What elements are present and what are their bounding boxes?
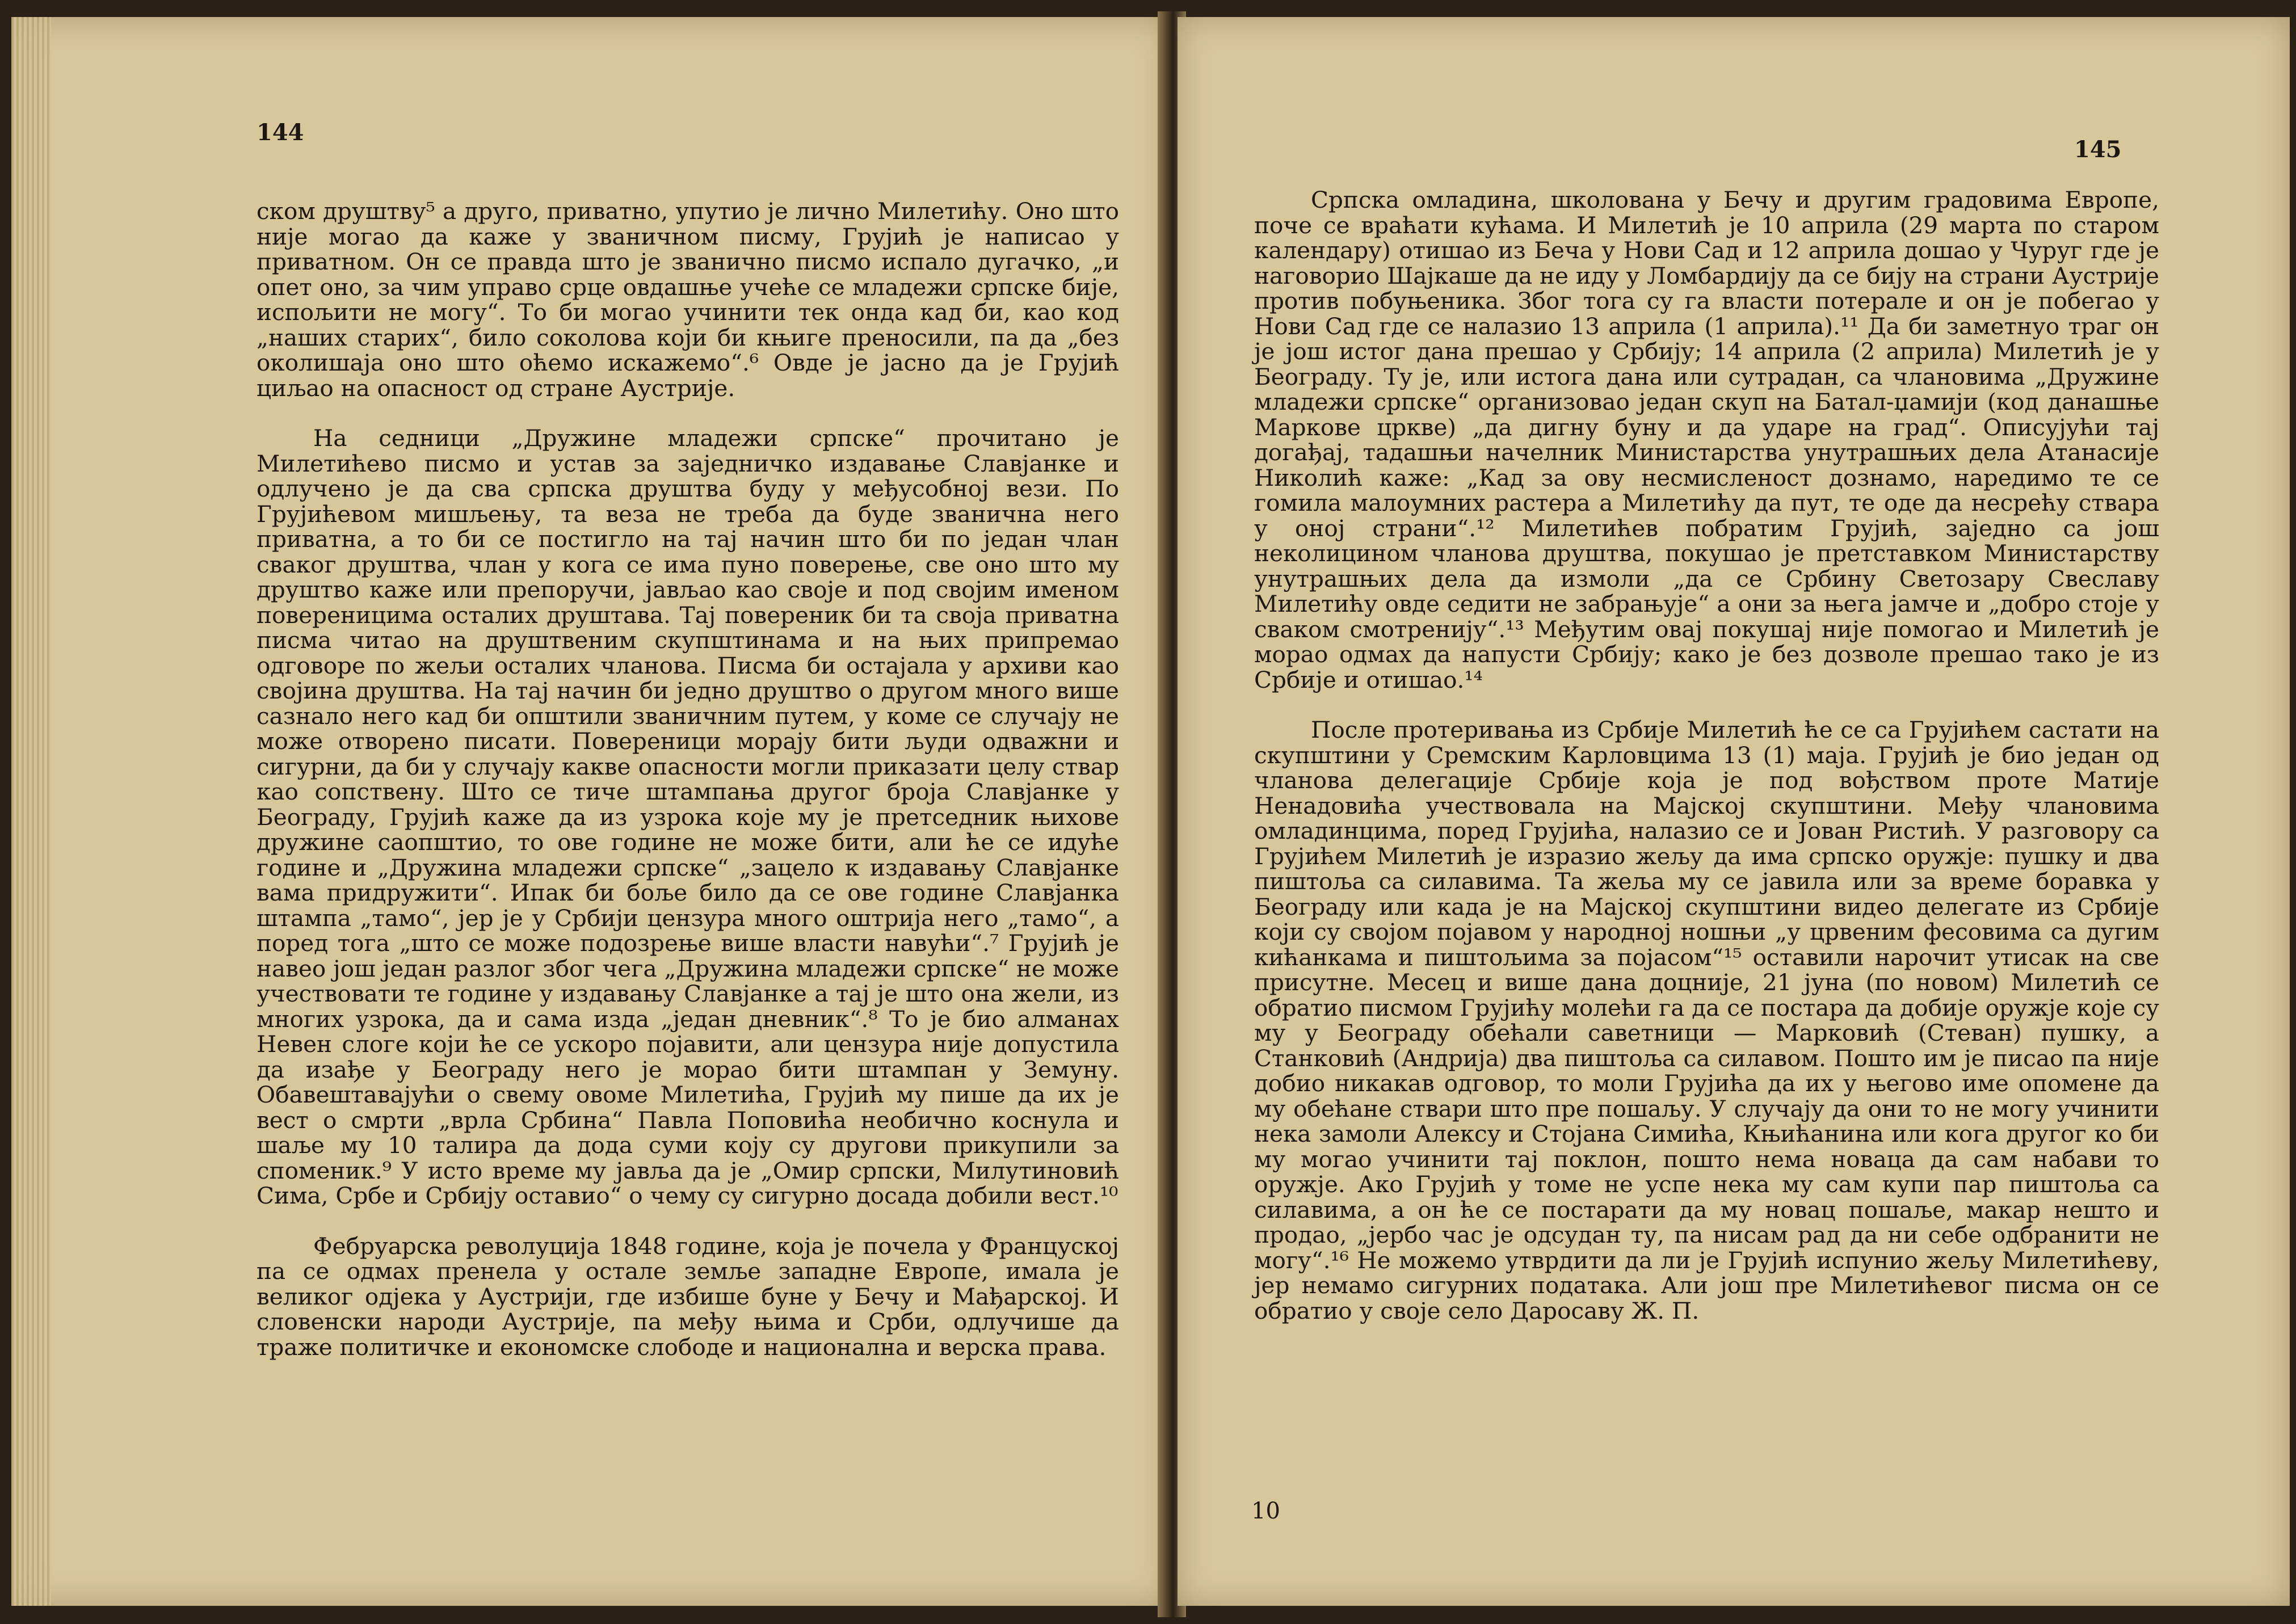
paragraph: После протеривања из Србије Милетић ће се са Грујићем састати на скупштини у Сремским Карловцима 13 (1) маја. Грујић је био један од чланова делегације Србије која је под вођством проте Матије Ненадовића учествовала на Мајској скупштини. Међу члановима омладинцима, поред Грујића, налазио се и Јован Ристић. У разговору са Грујићем Милетић је изразио жељу да има српско оружје: пушку и два пиштоља са силавима. Та жеља му се јавила или за време боравка у Београду или када је на Мајској скупштини видео делегате из Србије који су својом појавом у народној ношњи „у црвеним фесовима са дугим кићанкама и пиштољима за појасом“¹⁵ оставили нарочит утисак на све присутне. Месец и више дана доцније, 21 јуна (по новом) Милетић се обратио писмом Грујићу молећи га да се постара да добије оружје које су му у Београду обећали саветници — Марковић (Стеван) пушку, а Станковић (Андрија) два пиштоља са силавом. Пошто им је писао па није добио никакав одговор, то моли Грујића да их у његово име опомене да му обећане ствари што пре пошаљу. У случају да они то не могу учинити нека замоли Алексу и Стојана Симића, Књићанина или кога другог ко би му могао учинити тај поклон, пошто нема новаца да сам набави то оружје. Ако Грујић у томе не успе нека му сам купи пар пиштоља са силавима, а он ће се постарати да му новац пошаље, макар нешто и продао, „јербо час је одсудан ту, па нисам рад да ни себе одбранити не могу“.¹⁶ Не можемо утврдити да ли је Грујић испунио жељу Милетићеву, јер немамо сигурних података. Али још пре Милетићевог писма он се обратио у своје село Даросаву Ж. П. — [1254, 716, 2159, 1324]
signature-mark: 10 — [1251, 1498, 1280, 1524]
left-page-text — [256, 199, 1119, 1360]
left-page — [11, 17, 1169, 1606]
page-number: 144 — [256, 119, 304, 146]
paragraph: Фебруарска револуција 1848 године, која је почела у Француској па се одмах пренела у остале земље западне Европе, имала је великог одјека у Аустрији, где избише буне у Бечу и Мађарској. И словенски народи Аустрије, па међу њима и Срби, одлучише да траже политичке и економске слободе и национална и верска права. — [256, 1232, 1119, 1361]
page-number: 145 — [2074, 136, 2122, 163]
right-page-text — [1254, 187, 2159, 1323]
right-page — [1178, 17, 2290, 1606]
paragraph: Српска омладина, школована у Бечу и другим градовима Европе, поче се враћати кућама. И Милетић је 10 априла (29 марта по старом календару) отишао из Беча у Нови Сад и 12 априла дошао у Чуруг где је наговорио Шајкаше да не иду у Ломбардију да се бију на страни Аустрије против побуњеника. Због тога су га власти потерале и он је побегао у Нови Сад где се налазио 13 априла (1 априла).¹¹ Да би заметнуо траг он је још истог дана прешао у Србију; 14 априла (2 априла) Милетић је у Београду. Ту је, или истога дана или сутрадан, са члановима „Дружине младежи српске“ организовао један скуп на Батал-џамији (код данашње Маркове цркве) „да дигну буну и да ударе на град“. Описујући тај догађај, тадашњи начелник Министарства унутрашњих дела Атанасије Николић каже: „Кад за ову несмисленост дознамо, наредимо те се гомила малоумних растера а Милетићу да пут, те оде да несрећу ствара у оној страни“.¹² Милетићев побратим Грујић, заједно са још неколицином чланова друштва, покушао је претставком Министарству унутрашњих дела да измоли „да се Србину Светозару Свеславу Милетићу овде седити не забрањује“ а они за њега јамче и „добро стоје у сваком смотренију“.¹³ Међутим овај покушај није помогао и Милетић је морао одмах да напусти Србију; како је без дозволе прешао тако је из Србије и отишао.¹⁴ — [1254, 186, 2159, 693]
paragraph: На седници „Дружине младежи српске“ прочитано је Милетићево писмо и устав за заједничко издавање Славјанке и одлучено је да сва српска друштва буду у међусобној вези. По Грујићевом мишљењу, та веза не треба да буде званична него приватна, а то би се постигло на тај начин што би по један члан сваког друштва, члан у кога се има пуно поверење, све оно што му друштво каже или препоручи, јављао као своје и под својим именом повереницима осталих друштава. Тај повереник би та своја приватна писма читао на друштвеним скупштинама и на њих припремао одговоре по жељи осталих чланова. Писма би остајала у архиви као својина друштва. На тај начин би једно друштво о другом много више сазнало него кад би општили званичним путем, у коме се случају не може отворено писати. Повереници морају бити људи одважни и сигурни, да би у случају какве опасности могли приказати целу ствар као сопствену. Што се тиче штампања другог броја Славјанке у Београду, Грујић каже да из узрока које му је претседник њихове дружине саопштио, то ове године не може бити, али ће се идуће године и „Дружина младежи српске“ „зацело к издавању Славјанке вама придружити“. Ипак би боље било да се ове године Славјанка штампа „тамо“, јер је у Србији цензура много оштрија него „тамо“, а поред тога „што се може подозрење више власти навући“.⁷ Грујић је навео још један разлог због чега „Дружина младежи српске“ не може учествовати те године у издавању Славјанке а тај је што она жели, из многих узрока, да и сама изда „један дневник“.⁸ То је био алманах Невен слоге који ће се ускоро појавити, али цензура није допустила да изађе у Београду него је морао бити штампан у Земуну. Обавештавајући о свему овоме Милетића, Грујић му пише да их је вест о смрти „врла Србина“ Павла Поповића необично коснула и шаље му 10 талира да дода суми коју су другови прикупили за споменик.⁹ У исто време му јавља да је „Омир српски, Милутиновић Сима, Србе и Србију оставио“ о чему су сигурно досада добили вест.¹⁰ — [256, 424, 1119, 1209]
paragraph: ском друштву⁵ а друго, приватно, упутио је лично Милетићу. Оно што није могао да каже у званичном писму, Грујић је написао у приватном. Он се правда што је званично писмо испало дугачко, „и опет оно, за чим управо срце овдашње учеће се младежи српске бије, испољити не могу“. То би могао учинити тек онда кад би, као код „наших старих“, било соколова који би књиге преносили, па да „без околишаја оно што оћемо искажемо“.⁶ Овде је јасно да је Грујић циљао на опасност од стране Аустрије. — [256, 197, 1119, 402]
